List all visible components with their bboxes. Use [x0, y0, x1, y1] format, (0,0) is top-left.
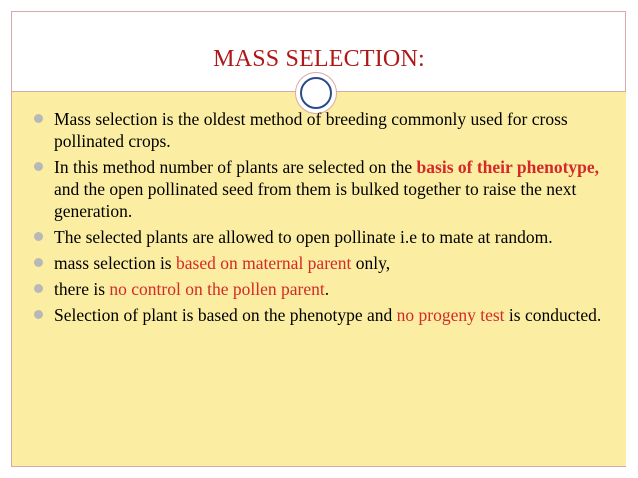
bullet-item [30, 226, 610, 248]
bullet-highlight: basis of their phenotype, [416, 157, 600, 177]
bullet-highlight: based on maternal parent [176, 253, 352, 273]
bullet-highlight: no control on the pollen parent [109, 279, 325, 299]
bullet-list [30, 108, 610, 330]
bullet-item [30, 156, 610, 222]
bullet-item [30, 252, 610, 274]
bullet-dot-icon [34, 258, 43, 267]
bullet-text: Selection of plant is based on the phenotype and [54, 305, 397, 325]
bullet-dot-icon [34, 162, 43, 171]
bullet-text: mass selection is [54, 253, 176, 273]
bullet-item [30, 304, 610, 326]
bullet-text: . [324, 279, 330, 299]
band-bottom-divider [12, 466, 626, 467]
bullet-text: In this method number of plants are selected on the [54, 157, 417, 177]
bullet-dot-icon [34, 310, 43, 319]
bullet-text: is conducted. [504, 305, 602, 325]
bullet-item [30, 278, 610, 300]
bullet-highlight: no progeny test [396, 305, 505, 325]
bullet-dot-icon [34, 232, 43, 241]
bullet-dot-icon [34, 114, 43, 123]
bullet-text: The selected plants are allowed to open pollinate i.e to mate at random. [54, 227, 553, 247]
circle-ornament-ring [300, 77, 332, 109]
bullet-text: there is [54, 279, 110, 299]
bullet-text: Mass selection is the oldest method of breeding commonly used for cross pollinated crops. [54, 109, 568, 151]
bullet-text: and the open pollinated seed from them is bulked together to raise the next generation. [54, 179, 577, 221]
slide-title: MASS SELECTION: [213, 46, 425, 72]
bullet-dot-icon [34, 284, 43, 293]
bullet-text: only, [351, 253, 391, 273]
bullet-item [30, 108, 610, 152]
